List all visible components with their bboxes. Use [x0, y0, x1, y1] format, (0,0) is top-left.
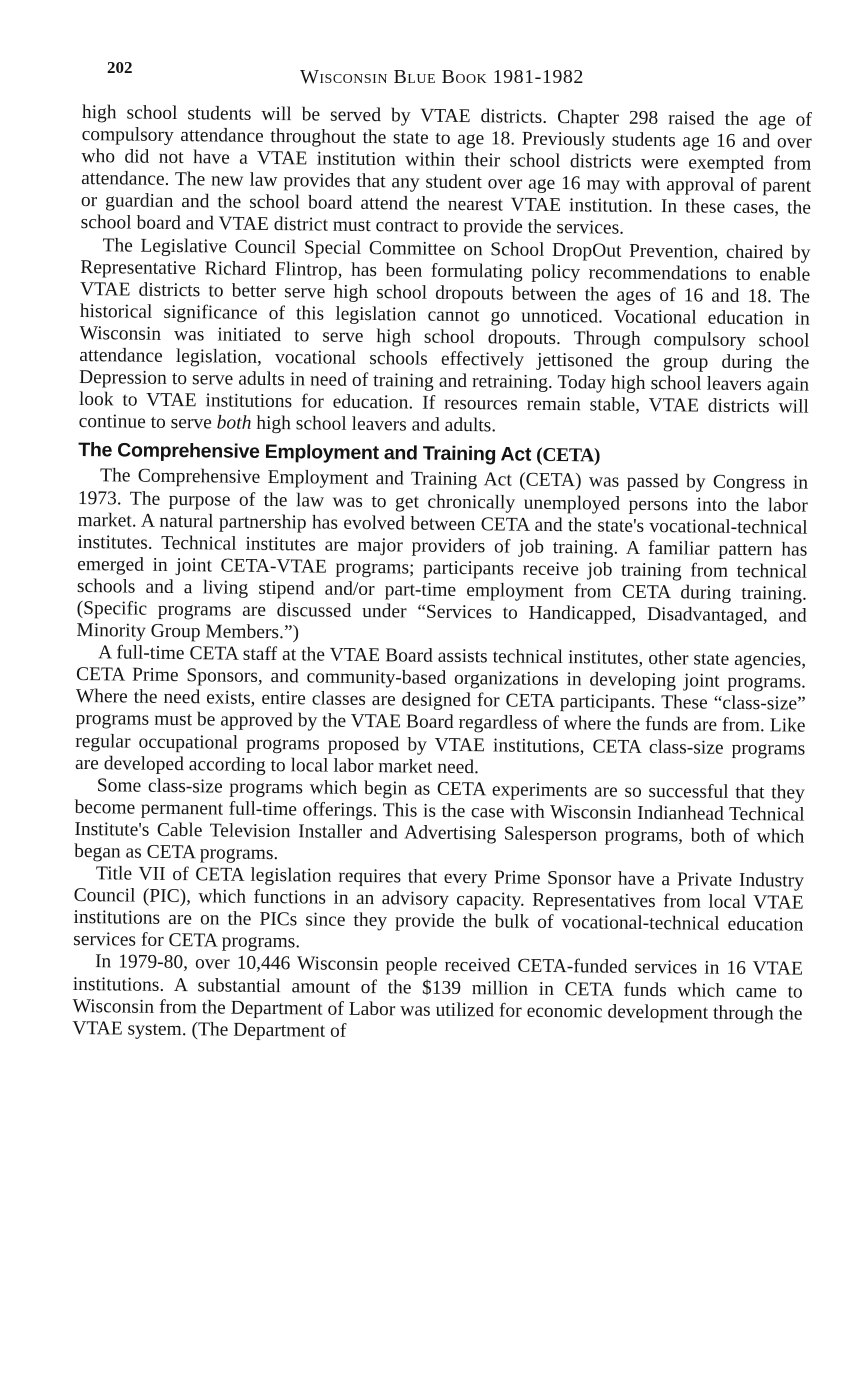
section-title: The Comprehensive Employment and Training Act: [78, 439, 532, 467]
paragraph-special-committee: [79, 235, 811, 441]
section-heading-ceta: [78, 439, 808, 470]
paragraph-title-vii: Title VII of CETA legislation requires that every Prime Sponsor have a Private Industry Council (PIC), which functions in an advisory capacity. Representatives from local VTAE institutions are on the PICs since they provide the bulk of vocational-technical education services for CETA programs.: [73, 863, 804, 953]
emphasis-both: both: [216, 412, 252, 435]
page-number: 202: [107, 58, 133, 77]
paragraph-text-end: high school leavers and adults.: [251, 413, 497, 437]
body-text: [72, 102, 812, 1047]
paragraph-ceta-intro: The Comprehensive Employment and Training Act (CETA) was passed by Congress in 1973. The purpose of the law was to get chronically unemployed persons into the labor market. A natural partnership has evolved between CETA and the state's vocational-technical institutes. Technical institutes are major providers of job training. A familiar pattern has emerged in joint CETA-VTAE programs; participants receive job training from technical schools and a living stipend and/or part-time employment from CETA during training. (Specific programs are discussed under “Services to Handicapped, Disadvantaged, and Minority Group Members.”): [76, 465, 809, 644]
running-head: Wisconsin Blue Book 1981-1982: [300, 66, 584, 88]
paragraph-class-size-programs: Some class-size programs which begin as CETA experiments are so successful that they become permanent full-time offerings. This is the case with Wisconsin Indianhead Technical Institute's Cable Television Installer and Advertising Salesperson programs, both of which began as CETA programs.: [74, 774, 805, 865]
paragraph-ceta-staff: A full-time CETA staff at the VTAE Board assists technical institutes, other state agencies, CETA Prime Sponsors, and community-based organizations in developing joint programs. Where the need exists, entire classes are designed for CETA participants. These “class-size” programs must be approved by the VTAE Board regardless of where the funds are from. Like regular occupational programs proposed by VTAE institutions, CETA class-size programs are developed according to local labor market need.: [74, 642, 807, 778]
paragraph-dropout-law: high school students will be served by VTAE districts. Chapter 298 raised the age of compulsory attendance throughout the state to age 18. Previously students age 16 and over who did not have a VTAE institution within their school districts were exempted from attendance. The new law provides that any student over age 16 may with approval of parent or guardian and the school board attend the nearest VTAE institution. In these cases, the school board and VTAE district must contract to provide the services.: [80, 102, 812, 240]
paragraph-1979-80-funding: In 1979-80, over 10,446 Wisconsin people received CETA-funded services in 16 VTAE institutions. A substantial amount of the $139 million in CETA funds which came to Wisconsin from the Department of Labor was utilized for economic development through the VTAE system. (The Department of: [72, 951, 804, 1042]
section-acronym: (CETA): [536, 445, 601, 467]
paragraph-text: The Legislative Council Special Committee on School DropOut Prevention, chaired by Representative Richard Flintrop, has been formulating policy recommendations to enable VTAE districts to better serve high school dropouts between the ages of 16 and 18. The historical significance of this legislation cannot go unnoticed. Vocational education in Wisconsin was initiated to serve high school dropouts. Through compulsory school attendance legislation, vocational schools effectively jettisoned the group during the Depression to serve adults in need of training and retraining. Today high school leavers again look to VTAE institutions for education. If resources remain stable, VTAE districts will continue to serve: [78, 234, 811, 434]
